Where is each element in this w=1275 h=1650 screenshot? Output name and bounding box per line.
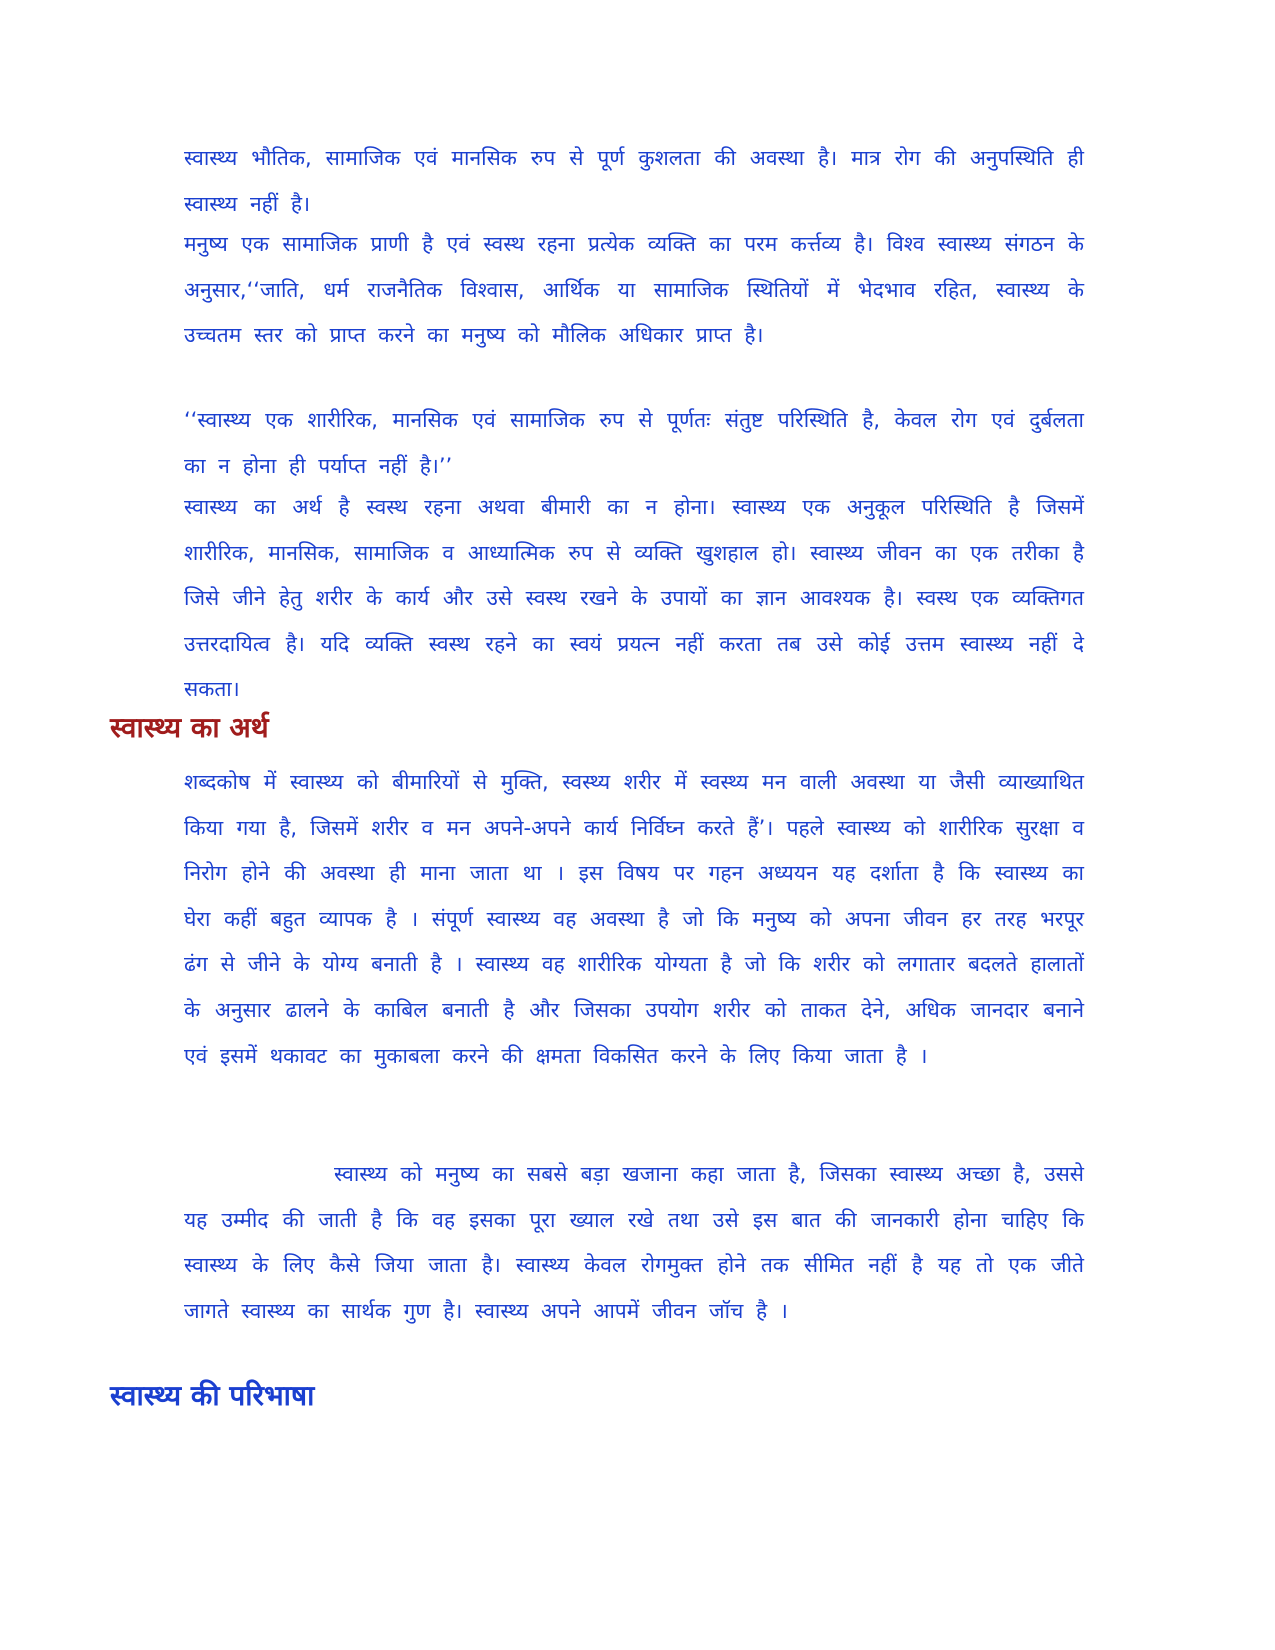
- heading-swasthya-ka-arth: स्वास्थ्य का अर्थ: [110, 711, 269, 744]
- paragraph-health-treasure: स्वास्थ्य को मनुष्य का सबसे बड़ा खजाना कहा जाता है, जिसका स्वास्थ्य अच्छा है, उससे यह उम्मीद की जाती है कि वह इसका पूरा ख्याल रखे तथा उसे इस बात की जानकारी होना चाहिए कि स्वास्थ्य के लिए कैसे जिया जाता है। स्वास्थ्य केवल रोगमुक्त होने तक सीमित नहीं है यह तो एक जीते जागते स्वास्थ्य का सार्थक गुण है। स्वास्थ्य अपने आपमें जीवन जॉच है ।: [184, 1162, 1084, 1323]
- heading-swasthya-ki-paribhasha: स्वास्थ्य की परिभाषा: [110, 1379, 315, 1412]
- paragraph-who-definition-quote: ‘‘स्वास्थ्य एक शारीरिक, मानसिक एवं सामाजिक रुप से पूर्णतः संतुष्ट परिस्थिति है, केवल रोग एवं दुर्बलता का न होना ही पर्याप्त नहीं है।’’: [184, 408, 1084, 478]
- paragraph-health-intro: स्वास्थ्य भौतिक, सामाजिक एवं मानसिक रुप से पूर्ण कुशलता की अवस्था है। मात्र रोग की अनुपस्थिति ही स्वास्थ्य नहीं है।: [184, 146, 1084, 216]
- paragraph-dictionary-meaning: शब्दकोष में स्वास्थ्य को बीमारियों से मुक्ति, स्वस्थ्य शरीर में स्वस्थ्य मन वाली अवस्था या जैसी व्याख्याथित किया गया है, जिसमें शरीर व मन अपने-अपने कार्य निर्विघ्न करते हैं’। पहले स्वास्थ्य को शारीरिक सुरक्षा व निरोग होने की अवस्था ही माना जाता था । इस विषय पर गहन अध्ययन यह दर्शाता है कि स्वास्थ्य का घेरा कहीं बहुत व्यापक है । संपूर्ण स्वास्थ्य वह अवस्था है जो कि मनुष्य को अपना जीवन हर तरह भरपूर ढंग से जीने के योग्य बनाती है । स्वास्थ्य वह शारीरिक योग्यता है जो कि शरीर को लगातार बदलते हालातों के अनुसार ढालने के काबिल बनाती है और जिसका उपयोग शरीर को ताकत देने, अधिक जानदार बनाने एवं इसमें थकावट का मुकाबला करने की क्षमता विकसित करने के लिए किया जाता है ।: [184, 770, 1084, 1068]
- paragraph-health-meaning-summary: स्वास्थ्य का अर्थ है स्वस्थ रहना अथवा बीमारी का न होना। स्वास्थ्य एक अनुकूल परिस्थिति है जिसमें शारीरिक, मानसिक, सामाजिक व आध्यात्मिक रुप से व्यक्ति खुशहाल हो। स्वास्थ्य जीवन का एक तरीका है जिसे जीने हेतु शरीर के कार्य और उसे स्वस्थ रखने के उपायों का ज्ञान आवश्यक है। स्वस्थ एक व्यक्तिगत उत्तरदायित्व है। यदि व्यक्ति स्वस्थ रहने का स्वयं प्रयत्न नहीं करता तब उसे कोई उत्तम स्वास्थ्य नहीं दे सकता।: [184, 495, 1084, 702]
- paragraph-who-rights: मनुष्य एक सामाजिक प्राणी है एवं स्वस्थ रहना प्रत्येक व्यक्ति का परम कर्त्तव्य है। विश्व स्वास्थ्य संगठन के अनुसार,‘‘जाति, धर्म राजनैतिक विश्वास, आर्थिक या सामाजिक स्थितियों में भेदभाव रहित, स्वास्थ्य के उच्चतम स्तर को प्राप्त करने का मनुष्य को मौलिक अधिकार प्राप्त है।: [184, 232, 1084, 348]
